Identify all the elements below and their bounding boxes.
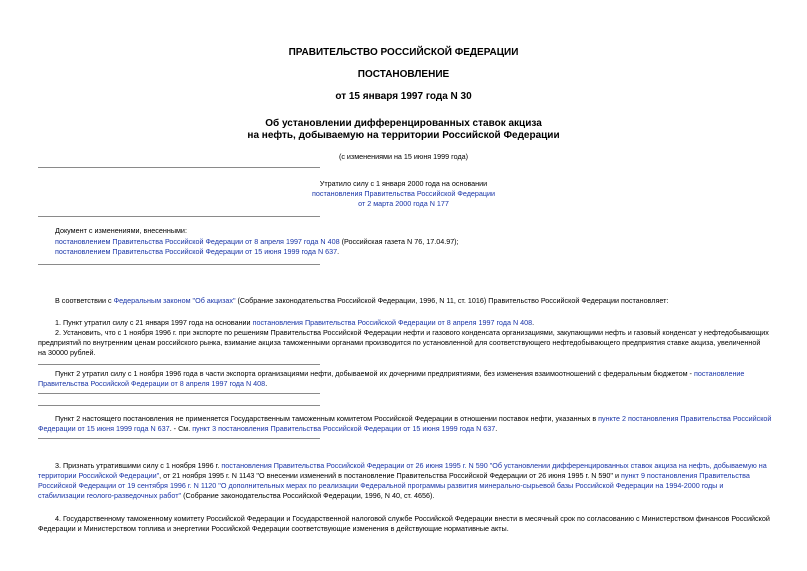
changes-item-2-link[interactable]: постановлением Правительства Российской Федерации от 15 июня 1999 года N 637 bbox=[55, 247, 338, 256]
paragraph-4: 4. Государственному таможенному комитету Российской Федерации и Государственной налоговой службе Российской Федерации внести в месячный срок по согласованию с Министерством финансов Российской Федерации и Министерством топлива и энергетики Российской Федерации соответствующие изменения в действующие нормативные акты. bbox=[38, 514, 770, 533]
doc-title-line-1: Об установлении дифференцированных ставок акциза bbox=[265, 118, 542, 129]
note-1-link[interactable]: постановление bbox=[693, 369, 745, 378]
paragraph-3-link-1-cont[interactable]: территории Российской Федерации" bbox=[38, 471, 160, 480]
paragraph-3-link-2-end[interactable]: стабилизации геолого-разведочных работ" bbox=[38, 491, 182, 500]
divider bbox=[38, 364, 320, 365]
paragraph-3-link-2[interactable]: пункт 9 постановления Правительства bbox=[620, 471, 750, 480]
paragraph-3-link-2-cont[interactable]: Российской Федерации от 19 сентября 1996 г. N 1120 "О дополнительных мерах по реализации Федеральной программы развития минерально-сырьевой базы Российской Федерации на 1994-2000 годы и bbox=[38, 481, 724, 490]
changes-item-1-link[interactable]: постановлением Правительства Российской Федерации от 8 апреля 1997 года N 408 bbox=[55, 237, 340, 246]
expired-note: Утратило силу с 1 января 2000 года на основании bbox=[319, 179, 488, 188]
note-2-link-2[interactable]: пункт 3 постановления Правительства Российской Федерации от 15 июня 1999 года N 637 bbox=[192, 424, 496, 433]
divider bbox=[38, 216, 320, 217]
expired-link-line-1[interactable]: постановления Правительства Российской Федерации bbox=[311, 189, 496, 198]
government-heading: ПРАВИТЕЛЬСТВО РОССИЙСКОЙ ФЕДЕРАЦИИ bbox=[288, 47, 519, 58]
expired-link-line-2[interactable]: от 2 марта 2000 года N 177 bbox=[358, 199, 449, 208]
amendment-note: (с изменениями на 15 июня 1999 года) bbox=[338, 152, 469, 161]
paragraph-1: 1. Пункт утратил силу с 21 января 1997 года на основании постановления Правительства Российской Федерации от 8 апреля 1997 года N 408. bbox=[55, 318, 535, 327]
paragraph-3-link-1[interactable]: постановления Правительства Российской Федерации от 26 июня 1995 г. N 590 "Об установлении дифференцированных ставок акциза на нефть, добываемую на bbox=[221, 461, 767, 470]
divider bbox=[38, 405, 320, 406]
doc-type-heading: ПОСТАНОВЛЕНИЕ bbox=[357, 69, 450, 80]
note-2: Пункт 2 настоящего постановления не применяется Государственным таможенным комитетом Российской Федерации в отношении поставок нефти, указанных в пункте 2 постановления Правительства Российской Федерации от 15 июня 1999 года N 637. - См. пункт 3 постановления Правительства Российской Федерации от 15 июня 1999 года N 637. bbox=[38, 414, 772, 433]
divider bbox=[38, 438, 320, 439]
doc-title-line-2: на нефть, добываемую на территории Российской Федерации bbox=[247, 130, 560, 141]
preamble: В соответствии с Федеральным законом "Об акцизах" (Собрание законодательства Российской Федерации, 1996, N 11, ст. 1016) Правительство Российской Федерации постановляет: bbox=[55, 296, 669, 305]
doc-date-number: от 15 января 1997 года N 30 bbox=[335, 91, 472, 102]
note-2-link-cont[interactable]: Федерации от 15 июня 1999 года N 637 bbox=[38, 424, 170, 433]
paragraph-3: 3. Признать утратившими силу с 1 ноября 1996 г. постановления Правительства Российской Федерации от 26 июня 1995 г. N 590 "Об установлении дифференцированных ставок акциза на нефть, добываемую на территории Российской Федерации", от 21 ноября 1995 г. N 1143 "О внесении изменений в постановление Правительства Российской Федерации от 26 июня 1995 г. N 590" и пункт 9 постановления Правительства Российской Федерации от 19 сентября 1996 г. N 1120 "О дополнительных мерах по реализации Федеральной программы развития минерально-сырьевой базы Российской Федерации на 1994-2000 годы и стабилизации геолого-разведочных работ" (Собрание законодательства Российской Федерации, 1996, N 40, ст. 4656). bbox=[38, 461, 767, 500]
note-2-link[interactable]: пункте 2 постановления Правительства Российской bbox=[598, 414, 772, 423]
changes-intro: Документ с изменениями, внесенными: bbox=[55, 226, 187, 235]
divider bbox=[38, 264, 320, 265]
divider bbox=[38, 393, 320, 394]
changes-item-2: постановлением Правительства Российской Федерации от 15 июня 1999 года N 637. bbox=[55, 247, 340, 256]
note-1-link-cont[interactable]: Правительства Российской Федерации от 8 апреля 1997 года N 408 bbox=[38, 379, 266, 388]
paragraph-1-link[interactable]: постановления Правительства Российской Федерации от 8 апреля 1997 года N 408 bbox=[252, 318, 533, 327]
federal-law-link[interactable]: Федеральным законом "Об акцизах" bbox=[113, 296, 236, 305]
paragraph-2: 2. Установить, что с 1 ноября 1996 г. при экспорте по решениям Правительства Российской Федерации нефти и газового конденсата организациями, закупающими нефть и газовый конденсат у нефтедобывающих предприятий по внутренним ценам российского рынка, взимание акциза таможенными органами производится по установленной для соответствующего нефтедобывающего предприятия ставке акциза, увеличенной на 30000 рублей. bbox=[38, 328, 769, 357]
changes-item-1: постановлением Правительства Российской Федерации от 8 апреля 1997 года N 408 (Российская газета N 76, 17.04.97); bbox=[55, 237, 459, 246]
note-1: Пункт 2 утратил силу с 1 ноября 1996 года в части экспорта организациями нефти, добываемой их дочерними предприятиями, без изменения взаимоотношений с федеральным бюджетом - постановление Правительства Российской Федерации от 8 апреля 1997 года N 408. bbox=[38, 369, 745, 388]
divider bbox=[38, 167, 320, 168]
